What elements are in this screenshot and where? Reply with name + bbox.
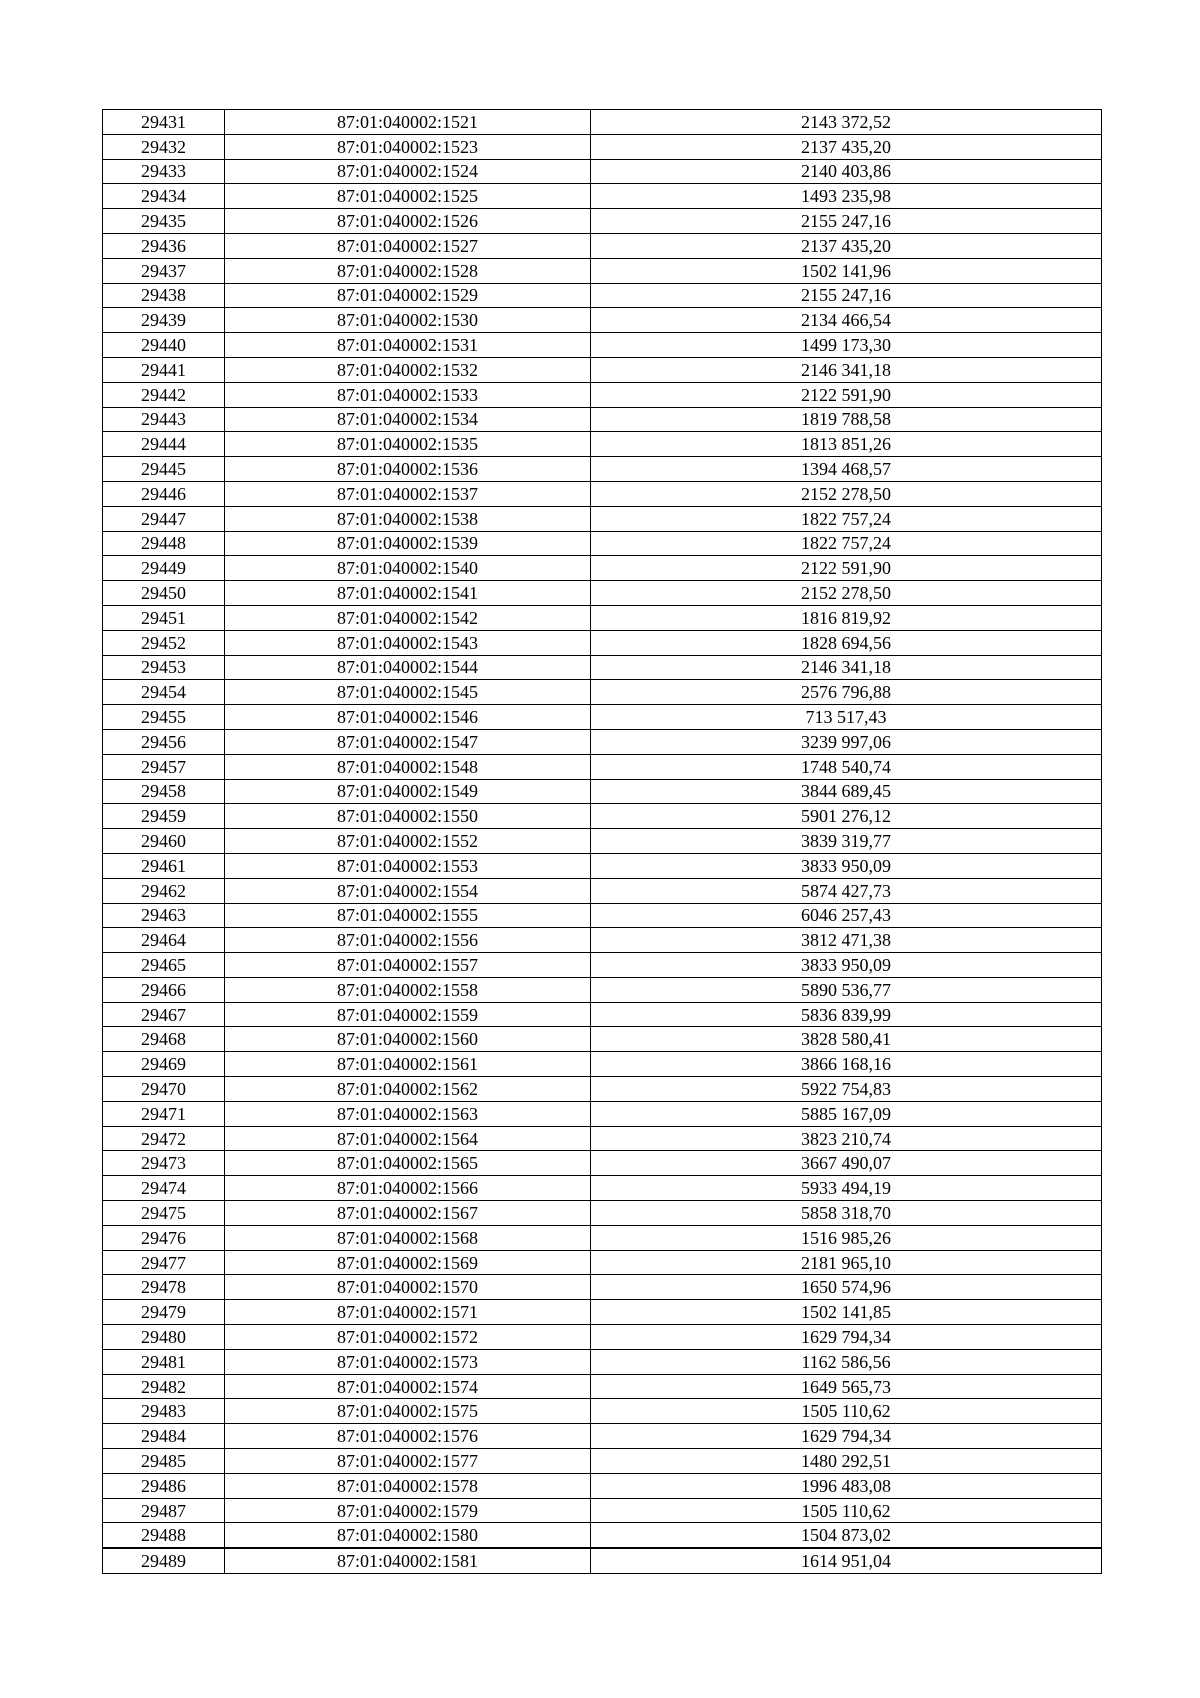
cadastral-value-cell: 5836 839,99 (591, 1002, 1102, 1027)
table-row (103, 1424, 1102, 1449)
row-number-cell: 29462 (103, 878, 225, 903)
cadastral-number-cell: 87:01:040002:1535 (225, 432, 591, 457)
row-number-cell: 29445 (103, 457, 225, 482)
cadastral-number-cell: 87:01:040002:1528 (225, 258, 591, 283)
cadastral-number-cell: 87:01:040002:1537 (225, 481, 591, 506)
table-row (103, 1399, 1102, 1424)
cadastral-value-cell: 2122 591,90 (591, 382, 1102, 407)
row-number-cell: 29474 (103, 1176, 225, 1201)
row-number-cell: 29449 (103, 556, 225, 581)
table-row (103, 1349, 1102, 1374)
cadastral-number-cell: 87:01:040002:1576 (225, 1424, 591, 1449)
cadastral-value-cell: 2576 796,88 (591, 680, 1102, 705)
row-number-cell: 29465 (103, 953, 225, 978)
cadastral-value-cell: 2146 341,18 (591, 655, 1102, 680)
cadastral-number-cell: 87:01:040002:1547 (225, 729, 591, 754)
cadastral-number-cell: 87:01:040002:1538 (225, 506, 591, 531)
row-number-cell: 29485 (103, 1449, 225, 1474)
table-row (103, 308, 1102, 333)
cadastral-number-cell: 87:01:040002:1548 (225, 754, 591, 779)
table-row (103, 556, 1102, 581)
cadastral-number-cell: 87:01:040002:1565 (225, 1151, 591, 1176)
table-row (103, 1498, 1102, 1523)
cadastral-number-cell: 87:01:040002:1523 (225, 134, 591, 159)
row-number-cell: 29457 (103, 754, 225, 779)
row-number-cell: 29470 (103, 1077, 225, 1102)
row-number-cell: 29440 (103, 333, 225, 358)
row-number-cell: 29460 (103, 829, 225, 854)
row-number-cell: 29489 (103, 1548, 225, 1573)
cadastral-value-cell: 3839 319,77 (591, 829, 1102, 854)
cadastral-value-cell: 1504 873,02 (591, 1523, 1102, 1548)
cadastral-number-cell: 87:01:040002:1543 (225, 630, 591, 655)
table-row (103, 804, 1102, 829)
row-number-cell: 29463 (103, 903, 225, 928)
cadastral-number-cell: 87:01:040002:1554 (225, 878, 591, 903)
cadastral-number-cell: 87:01:040002:1569 (225, 1250, 591, 1275)
cadastral-number-cell: 87:01:040002:1542 (225, 605, 591, 630)
cadastral-value-cell: 713 517,43 (591, 705, 1102, 730)
cadastral-number-cell: 87:01:040002:1532 (225, 357, 591, 382)
cadastral-value-cell: 5874 427,73 (591, 878, 1102, 903)
table-row (103, 209, 1102, 234)
cadastral-value-cell: 2181 965,10 (591, 1250, 1102, 1275)
table-row (103, 110, 1102, 135)
row-number-cell: 29444 (103, 432, 225, 457)
table-row (103, 1151, 1102, 1176)
table-row (103, 581, 1102, 606)
row-number-cell: 29435 (103, 209, 225, 234)
row-number-cell: 29432 (103, 134, 225, 159)
table-row (103, 829, 1102, 854)
cadastral-number-cell: 87:01:040002:1531 (225, 333, 591, 358)
row-number-cell: 29482 (103, 1374, 225, 1399)
cadastral-value-cell: 2143 372,52 (591, 110, 1102, 135)
cadastral-number-cell: 87:01:040002:1533 (225, 382, 591, 407)
row-number-cell: 29477 (103, 1250, 225, 1275)
cadastral-value-cell: 1819 788,58 (591, 407, 1102, 432)
cadastral-value-cell: 1394 468,57 (591, 457, 1102, 482)
table-row (103, 432, 1102, 457)
cadastral-number-cell: 87:01:040002:1549 (225, 779, 591, 804)
cadastral-number-cell: 87:01:040002:1572 (225, 1325, 591, 1350)
row-number-cell: 29436 (103, 233, 225, 258)
cadastral-number-cell: 87:01:040002:1580 (225, 1523, 591, 1548)
table-row (103, 184, 1102, 209)
row-number-cell: 29431 (103, 110, 225, 135)
cadastral-number-cell: 87:01:040002:1577 (225, 1449, 591, 1474)
row-number-cell: 29487 (103, 1498, 225, 1523)
cadastral-value-cell: 1629 794,34 (591, 1424, 1102, 1449)
cadastral-number-cell: 87:01:040002:1524 (225, 159, 591, 184)
table-row (103, 1201, 1102, 1226)
cadastral-value-cell: 1505 110,62 (591, 1399, 1102, 1424)
table-row (103, 1449, 1102, 1474)
cadastral-value-cell: 1828 694,56 (591, 630, 1102, 655)
row-number-cell: 29476 (103, 1225, 225, 1250)
row-number-cell: 29456 (103, 729, 225, 754)
table-row (103, 134, 1102, 159)
cadastral-number-cell: 87:01:040002:1556 (225, 928, 591, 953)
cadastral-value-cell: 3828 580,41 (591, 1027, 1102, 1052)
cadastral-number-cell: 87:01:040002:1568 (225, 1225, 591, 1250)
cadastral-number-cell: 87:01:040002:1530 (225, 308, 591, 333)
cadastral-value-cell: 2137 435,20 (591, 233, 1102, 258)
cadastral-value-cell: 1816 819,92 (591, 605, 1102, 630)
table-body (103, 110, 1102, 1574)
table-row (103, 1101, 1102, 1126)
cadastral-value-cell: 2146 341,18 (591, 357, 1102, 382)
table-row (103, 1300, 1102, 1325)
cadastral-value-cell: 5922 754,83 (591, 1077, 1102, 1102)
row-number-cell: 29434 (103, 184, 225, 209)
table-row (103, 1225, 1102, 1250)
cadastral-value-cell: 1516 985,26 (591, 1225, 1102, 1250)
cadastral-value-cell: 1629 794,34 (591, 1325, 1102, 1350)
cadastral-value-cell: 1480 292,51 (591, 1449, 1102, 1474)
table-row (103, 357, 1102, 382)
cadastral-value-cell: 3823 210,74 (591, 1126, 1102, 1151)
cadastral-number-cell: 87:01:040002:1553 (225, 853, 591, 878)
table-row (103, 878, 1102, 903)
row-number-cell: 29442 (103, 382, 225, 407)
cadastral-value-cell: 3844 689,45 (591, 779, 1102, 804)
row-number-cell: 29469 (103, 1052, 225, 1077)
row-number-cell: 29443 (103, 407, 225, 432)
cadastral-number-cell: 87:01:040002:1558 (225, 977, 591, 1002)
table-row (103, 1250, 1102, 1275)
table-row (103, 953, 1102, 978)
cadastral-value-cell: 1748 540,74 (591, 754, 1102, 779)
table-row (103, 1052, 1102, 1077)
row-number-cell: 29450 (103, 581, 225, 606)
cadastral-value-cell: 2134 466,54 (591, 308, 1102, 333)
cadastral-number-cell: 87:01:040002:1546 (225, 705, 591, 730)
cadastral-number-cell: 87:01:040002:1566 (225, 1176, 591, 1201)
cadastral-value-cell: 3239 997,06 (591, 729, 1102, 754)
row-number-cell: 29461 (103, 853, 225, 878)
row-number-cell: 29447 (103, 506, 225, 531)
cadastral-number-cell: 87:01:040002:1525 (225, 184, 591, 209)
table-row (103, 903, 1102, 928)
row-number-cell: 29481 (103, 1349, 225, 1374)
cadastral-number-cell: 87:01:040002:1550 (225, 804, 591, 829)
row-number-cell: 29433 (103, 159, 225, 184)
cadastral-value-cell: 5885 167,09 (591, 1101, 1102, 1126)
cadastral-value-cell: 5858 318,70 (591, 1201, 1102, 1226)
row-number-cell: 29473 (103, 1151, 225, 1176)
cadastral-number-cell: 87:01:040002:1544 (225, 655, 591, 680)
row-number-cell: 29466 (103, 977, 225, 1002)
cadastral-value-cell: 3833 950,09 (591, 853, 1102, 878)
cadastral-number-cell: 87:01:040002:1534 (225, 407, 591, 432)
cadastral-number-cell: 87:01:040002:1536 (225, 457, 591, 482)
table-row (103, 779, 1102, 804)
cadastral-value-cell: 1649 565,73 (591, 1374, 1102, 1399)
row-number-cell: 29441 (103, 357, 225, 382)
row-number-cell: 29488 (103, 1523, 225, 1548)
table-row (103, 506, 1102, 531)
cadastral-number-cell: 87:01:040002:1552 (225, 829, 591, 854)
row-number-cell: 29486 (103, 1473, 225, 1498)
table-row (103, 853, 1102, 878)
row-number-cell: 29458 (103, 779, 225, 804)
row-number-cell: 29446 (103, 481, 225, 506)
cadastral-value-cell: 1650 574,96 (591, 1275, 1102, 1300)
table-row (103, 1325, 1102, 1350)
row-number-cell: 29480 (103, 1325, 225, 1350)
cadastral-number-cell: 87:01:040002:1563 (225, 1101, 591, 1126)
cadastral-value-cell: 1822 757,24 (591, 506, 1102, 531)
table-row (103, 928, 1102, 953)
table-row (103, 680, 1102, 705)
cadastral-number-cell: 87:01:040002:1555 (225, 903, 591, 928)
table-row (103, 1176, 1102, 1201)
cadastral-value-cell: 5933 494,19 (591, 1176, 1102, 1201)
table-row (103, 1275, 1102, 1300)
cadastral-value-cell: 2152 278,50 (591, 581, 1102, 606)
cadastral-number-cell: 87:01:040002:1574 (225, 1374, 591, 1399)
table-row (103, 481, 1102, 506)
cadastral-value-cell: 1813 851,26 (591, 432, 1102, 457)
table-row (103, 531, 1102, 556)
cadastral-number-cell: 87:01:040002:1567 (225, 1201, 591, 1226)
cadastral-number-cell: 87:01:040002:1564 (225, 1126, 591, 1151)
table-row (103, 977, 1102, 1002)
cadastral-number-cell: 87:01:040002:1578 (225, 1473, 591, 1498)
row-number-cell: 29478 (103, 1275, 225, 1300)
cadastral-value-cell: 3667 490,07 (591, 1151, 1102, 1176)
table-row (103, 1002, 1102, 1027)
cadastral-number-cell: 87:01:040002:1573 (225, 1349, 591, 1374)
table-row (103, 655, 1102, 680)
cadastral-value-cell: 5890 536,77 (591, 977, 1102, 1002)
table-row (103, 333, 1102, 358)
cadastral-value-cell: 1822 757,24 (591, 531, 1102, 556)
cadastral-number-cell: 87:01:040002:1541 (225, 581, 591, 606)
table-row (103, 258, 1102, 283)
cadastral-number-cell: 87:01:040002:1545 (225, 680, 591, 705)
cadastral-number-cell: 87:01:040002:1521 (225, 110, 591, 135)
table-row (103, 1548, 1102, 1573)
cadastral-value-cell: 2155 247,16 (591, 283, 1102, 308)
table-row (103, 382, 1102, 407)
table-row (103, 705, 1102, 730)
table-row (103, 1473, 1102, 1498)
cadastral-value-cell: 2137 435,20 (591, 134, 1102, 159)
row-number-cell: 29471 (103, 1101, 225, 1126)
cadastral-value-cell: 1502 141,85 (591, 1300, 1102, 1325)
cadastral-number-cell: 87:01:040002:1557 (225, 953, 591, 978)
table-row (103, 754, 1102, 779)
row-number-cell: 29467 (103, 1002, 225, 1027)
table-row (103, 1523, 1102, 1548)
cadastral-number-cell: 87:01:040002:1529 (225, 283, 591, 308)
table-row (103, 1077, 1102, 1102)
row-number-cell: 29464 (103, 928, 225, 953)
cadastral-value-cell: 1502 141,96 (591, 258, 1102, 283)
cadastral-number-cell: 87:01:040002:1570 (225, 1275, 591, 1300)
row-number-cell: 29475 (103, 1201, 225, 1226)
table-row (103, 605, 1102, 630)
row-number-cell: 29448 (103, 531, 225, 556)
cadastral-value-cell: 5901 276,12 (591, 804, 1102, 829)
row-number-cell: 29452 (103, 630, 225, 655)
row-number-cell: 29483 (103, 1399, 225, 1424)
cadastral-value-cell: 2122 591,90 (591, 556, 1102, 581)
cadastral-value-cell: 1162 586,56 (591, 1349, 1102, 1374)
table-row (103, 233, 1102, 258)
table-row (103, 630, 1102, 655)
cadastral-number-cell: 87:01:040002:1539 (225, 531, 591, 556)
table-row (103, 159, 1102, 184)
cadastral-number-cell: 87:01:040002:1526 (225, 209, 591, 234)
table-row (103, 1374, 1102, 1399)
cadastral-number-cell: 87:01:040002:1560 (225, 1027, 591, 1052)
cadastral-value-cell: 3833 950,09 (591, 953, 1102, 978)
cadastral-value-cell: 1499 173,30 (591, 333, 1102, 358)
cadastral-value-cell: 2140 403,86 (591, 159, 1102, 184)
cadastral-value-cell: 2152 278,50 (591, 481, 1102, 506)
row-number-cell: 29484 (103, 1424, 225, 1449)
cadastral-number-cell: 87:01:040002:1562 (225, 1077, 591, 1102)
table-row (103, 457, 1102, 482)
cadastral-number-cell: 87:01:040002:1581 (225, 1548, 591, 1573)
table-row (103, 1126, 1102, 1151)
cadastral-value-cell: 2155 247,16 (591, 209, 1102, 234)
cadastral-number-cell: 87:01:040002:1579 (225, 1498, 591, 1523)
table-row (103, 1027, 1102, 1052)
cadastral-number-cell: 87:01:040002:1561 (225, 1052, 591, 1077)
cadastral-value-cell: 3866 168,16 (591, 1052, 1102, 1077)
cadastral-value-cell: 1505 110,62 (591, 1498, 1102, 1523)
cadastral-value-table (102, 109, 1102, 1574)
row-number-cell: 29472 (103, 1126, 225, 1151)
row-number-cell: 29468 (103, 1027, 225, 1052)
cadastral-number-cell: 87:01:040002:1527 (225, 233, 591, 258)
row-number-cell: 29454 (103, 680, 225, 705)
row-number-cell: 29453 (103, 655, 225, 680)
row-number-cell: 29437 (103, 258, 225, 283)
row-number-cell: 29438 (103, 283, 225, 308)
table-row (103, 283, 1102, 308)
cadastral-value-cell: 3812 471,38 (591, 928, 1102, 953)
cadastral-number-cell: 87:01:040002:1559 (225, 1002, 591, 1027)
row-number-cell: 29439 (103, 308, 225, 333)
row-number-cell: 29455 (103, 705, 225, 730)
table-row (103, 407, 1102, 432)
row-number-cell: 29451 (103, 605, 225, 630)
cadastral-number-cell: 87:01:040002:1575 (225, 1399, 591, 1424)
cadastral-value-cell: 1493 235,98 (591, 184, 1102, 209)
cadastral-number-cell: 87:01:040002:1540 (225, 556, 591, 581)
cadastral-value-cell: 6046 257,43 (591, 903, 1102, 928)
table-row (103, 729, 1102, 754)
row-number-cell: 29459 (103, 804, 225, 829)
row-number-cell: 29479 (103, 1300, 225, 1325)
cadastral-value-cell: 1614 951,04 (591, 1548, 1102, 1573)
cadastral-number-cell: 87:01:040002:1571 (225, 1300, 591, 1325)
cadastral-value-cell: 1996 483,08 (591, 1473, 1102, 1498)
